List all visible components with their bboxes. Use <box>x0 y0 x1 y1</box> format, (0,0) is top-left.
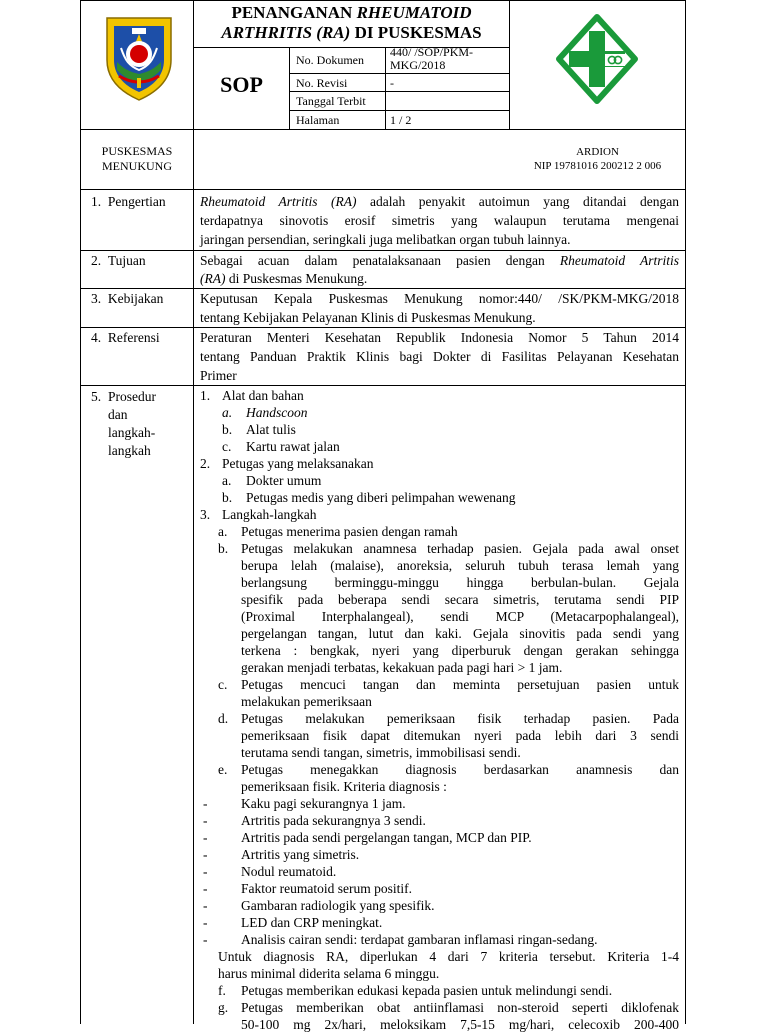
prosedur-heading-2: Petugas yang melaksanakan <box>222 456 374 471</box>
step-letter-d: d. <box>218 711 229 726</box>
meta-label-revision: No. Revisi <box>296 76 348 90</box>
step-f-line-1: Petugas memberikan edukasi kepada pasien untuk melindungi sendi. <box>241 983 613 998</box>
referensi-line-3: Primer <box>200 368 237 383</box>
step-letter-f: f. <box>218 983 226 998</box>
row-rule-3 <box>80 327 686 328</box>
section-label-kebijakan: 3. Kebijakan <box>91 291 164 306</box>
puskesmas-logo <box>555 14 639 104</box>
kebijakan-line-1: Keputusan Kepala Puskesmas Menukung nomor:440/ /SK/PKM-MKG/2018 <box>200 291 679 306</box>
step-b-line-7: terkena : bengkak, nyeri yang diperburuk dengan gerakan sehingga <box>241 643 679 658</box>
prosedur-2-sub-b: Petugas medis yang diberi pelimpahan wewenang <box>246 490 516 505</box>
prosedur-1-sub-b: Alat tulis <box>246 422 296 437</box>
referensi-line-2: tentang Panduan Praktik Klinis bagi Dokter di Fasilitas Pelayanan Kesehatan <box>200 349 679 364</box>
step-e-line-1: Petugas menegakkan diagnosis berdasarkan anamnesis dan <box>241 762 679 777</box>
prosedur-2-sub-letter-b: b. <box>222 490 233 505</box>
meta-value-page: 1 / 2 <box>390 113 412 127</box>
tujuan-line-2: (RA) di Puskesmas Menukung. <box>200 271 368 286</box>
step-letter-c: c. <box>218 677 228 692</box>
criteria-dash: - <box>203 847 208 862</box>
prosedur-1-sub-letter-a: a. <box>222 405 233 420</box>
sop-label: SOP <box>220 72 263 97</box>
row-rule-sign <box>80 189 686 190</box>
criteria-item: Artritis pada sendi pergelangan tangan, MCP dan PIP. <box>241 830 532 845</box>
prosedur-1-sub-letter-c: c. <box>222 439 232 454</box>
meta-value-revision: - <box>390 76 394 90</box>
step-b-line-2: berupa lelah (malaise), anoreksia, seluruh tubuh terasa lemah yang <box>241 558 679 573</box>
criteria-item: Analisis cairan sendi: terdapat gambaran inflamasi ringan-sedang. <box>241 932 598 947</box>
step-g-line-2: 50-100 mg 2x/hari, meloksikam 7,5-15 mg/hari, celecoxib 200-400 <box>241 1017 679 1032</box>
prosedur-1-sub-a: Handscoon <box>246 405 308 420</box>
meta-row-rule-2 <box>289 91 510 92</box>
section-label-tujuan: 2. Tujuan <box>91 253 146 268</box>
criteria-dash: - <box>203 830 208 845</box>
referensi-line-1: Peraturan Menteri Kesehatan Republik Indonesia Nomor 5 Tahun 2014 <box>200 330 679 345</box>
prosedur-heading-1: Alat dan bahan <box>222 388 304 403</box>
criteria-item: Faktor reumatoid serum positif. <box>241 881 412 896</box>
step-letter-e: e. <box>218 762 228 777</box>
step-b-line-4: spesifik pada beberapa sendi secara simetris, terutama sendi PIP <box>241 592 679 607</box>
meta-divider-2 <box>385 47 386 129</box>
criteria-dash: - <box>203 915 208 930</box>
document-title: PENANGANAN RHEUMATOID ARTHRITIS (RA) DI PUSKESMAS <box>221 3 482 42</box>
table-border-top <box>80 0 686 1</box>
table-border-right <box>685 0 686 1024</box>
step-letter-b: b. <box>218 541 229 556</box>
meta-value-doc-number: 440/ /SOP/PKM- MKG/2018 <box>390 45 474 72</box>
step-d-line-2: pemeriksaan fisik dapat ditemukan nyeri pada lebih dari 3 sendi <box>241 728 679 743</box>
criteria-item: LED dan CRP meningkat. <box>241 915 383 930</box>
criteria-item: Kaku pagi sekurangnya 1 jam. <box>241 796 406 811</box>
column-divider <box>193 0 194 1024</box>
step-b-line-1: Petugas melakukan anamnesa terhadap pasien. Gejala pada awal onset <box>241 541 679 556</box>
signatory-block: ARDION NIP 19781016 200212 2 006 <box>533 146 662 172</box>
institution-name: PUSKESMAS MENUKUNG <box>101 144 173 173</box>
step-c-line-2: melakukan pemeriksaan <box>241 694 372 709</box>
row-rule-2 <box>80 288 686 289</box>
prosedur-number-2: 2. <box>200 456 211 471</box>
criteria-dash: - <box>203 796 208 811</box>
prosedur-number-3: 3. <box>200 507 211 522</box>
diagnosis-note-line-2: harus minimal diderita selama 6 minggu. <box>218 966 440 981</box>
prosedur-2-sub-a: Dokter umum <box>246 473 322 488</box>
step-b-line-6: pergelangan tangan, lutut dan kaki. Gejala sinovitis pada sendi yang <box>241 626 679 641</box>
row-rule-4 <box>80 385 686 386</box>
step-b-line-3: berlangsung berminggu-minggu hingga berbulan-bulan. Gejala <box>241 575 679 590</box>
kebijakan-line-2: tentang Kebijakan Pelayanan Klinis di Puskesmas Menukung. <box>200 310 536 325</box>
step-e-line-2: pemeriksaan fisik. Kriteria diagnosis : <box>241 779 447 794</box>
criteria-dash: - <box>203 932 208 947</box>
step-g-line-1: Petugas memberikan obat antiinflamasi non-steroid seperti diklofenak <box>241 1000 679 1015</box>
criteria-dash: - <box>203 881 208 896</box>
meta-label-page: Halaman <box>296 113 340 127</box>
pengertian-line-3: jaringan persendian, seringkali juga melibatkan organ tubuh lainnya. <box>200 232 571 247</box>
section-label-prosedur-text: Prosedur dan langkah- langkah <box>108 389 156 458</box>
section-label-referensi: 4. Referensi <box>91 330 160 345</box>
step-c-line-1: Petugas mencuci tangan dan meminta persetujuan pasien untuk <box>241 677 679 692</box>
meta-row-rule-3 <box>289 110 510 111</box>
pengertian-line-1: Rheumatoid Artritis (RA) adalah penyakit autoimun yang ditandai dengan <box>200 194 679 209</box>
tujuan-line-1: Sebagai acuan dalam penatalaksanaan pasien dengan Rheumatoid Artritis <box>200 253 679 268</box>
prosedur-number-1: 1. <box>200 388 211 403</box>
regency-coat-of-arms-logo <box>99 14 179 102</box>
criteria-dash: - <box>203 813 208 828</box>
criteria-item: Gambaran radiologik yang spesifik. <box>241 898 435 913</box>
criteria-item: Artritis pada sekurangnya 3 sendi. <box>241 813 426 828</box>
prosedur-1-sub-c: Kartu rawat jalan <box>246 439 340 454</box>
section-label-prosedur: 5. <box>91 389 102 404</box>
step-d-line-3: terutama sendi tangan, simetris, immobilisasi sendi. <box>241 745 521 760</box>
criteria-dash: - <box>203 898 208 913</box>
meta-label-issue-date: Tanggal Terbit <box>296 94 366 108</box>
prosedur-heading-3: Langkah-langkah <box>222 507 317 522</box>
criteria-item: Artritis yang simetris. <box>241 847 360 862</box>
meta-row-rule-1 <box>289 73 510 74</box>
meta-divider-1 <box>289 47 290 129</box>
prosedur-2-sub-letter-a: a. <box>222 473 232 488</box>
diagnosis-note-line-1: Untuk diagnosis RA, diperlukan 4 dari 7 kriteria tersebut. Kriteria 1-4 <box>218 949 679 964</box>
pengertian-line-2: terdapatnya sinovotis erosif simetris yang walaupun terutama mengenai <box>200 213 679 228</box>
step-letter-a: a. <box>218 524 228 539</box>
step-a-line-1: Petugas menerima pasien dengan ramah <box>241 524 458 539</box>
row-rule-1 <box>80 250 686 251</box>
row-rule-header <box>80 129 686 130</box>
criteria-dash: - <box>203 864 208 879</box>
prosedur-1-sub-letter-b: b. <box>222 422 233 437</box>
step-b-line-5: (Proximal Interphalangeal), sendi MCP (Metacarpophalangeal), <box>241 609 679 624</box>
criteria-item: Nodul reumatoid. <box>241 864 337 879</box>
section-label-pengertian: 1. Pengertian <box>91 194 166 209</box>
step-d-line-1: Petugas melakukan pemeriksaan fisik terhadap pasien. Pada <box>241 711 679 726</box>
step-b-line-8: gerakan menjadi terbatas, kekakuan pada pagi hari > 1 jam. <box>241 660 563 675</box>
step-letter-g: g. <box>218 1000 229 1015</box>
meta-label-doc-number: No. Dokumen <box>296 53 364 67</box>
